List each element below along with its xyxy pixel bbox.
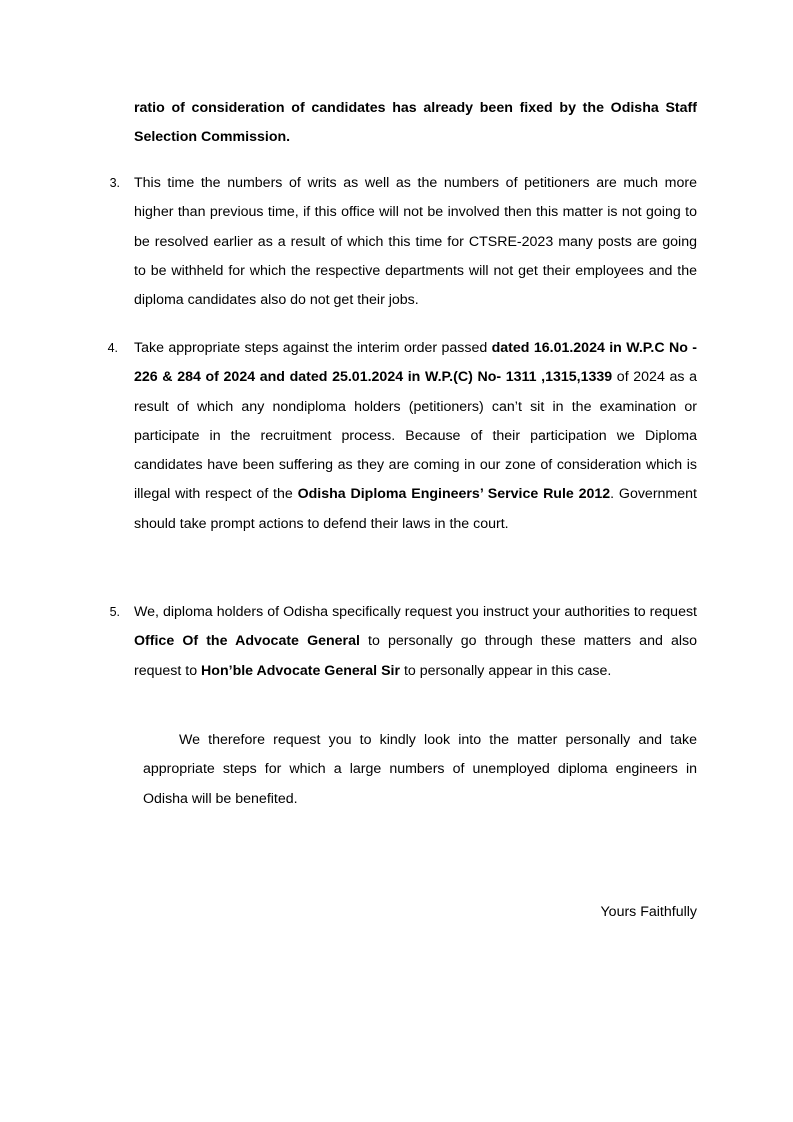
point-5-text-2: to personally go through these matters and also request to	[134, 633, 697, 679]
point-5-text-3: to personally appear in this case.	[400, 662, 612, 679]
point-5-text-1: We, diploma holders of Odisha specifically request you instruct your authorities to request	[134, 604, 697, 620]
item-number: 3.	[109, 176, 120, 190]
point-3-paragraph: This time the numbers of writs as well as the numbers of petitioners are much more higher than previous time, if this office will not be involved then this matter is not going to be resolved earlier as a result of which this time for CTSRE-2023 many posts are going to be withheld for which the respective departments will not get their employees and the diploma candidates also do not get their jobs.	[134, 175, 697, 309]
point-4-text-3: . Government should take prompt actions to defend their laws in the court.	[134, 486, 697, 532]
item-number: 4.	[107, 341, 118, 355]
closing-paragraph: We therefore request you to kindly look into the matter personally and take appropriate steps for which a large numbers of unemployed diploma engineers in Odisha will be benefited.	[143, 732, 697, 807]
point-4-paragraph	[134, 334, 697, 539]
point-5-advocate-title: Hon’ble Advocate General Sir	[201, 662, 400, 679]
point-4-case-reference: dated 16.01.2024 in W.P.C No - 226 & 284 of 2024 and dated 25.01.2024 in W.P.(C) No- 1311 ,1315,1339	[134, 340, 697, 386]
point-4-service-rule: Odisha Diploma Engineers’ Service Rule 2012	[297, 486, 611, 503]
item-number: 5.	[109, 605, 120, 619]
point-5-office-name: Office Of the Advocate General	[134, 633, 360, 650]
intro-paragraph: ratio of consideration of candidates has already been fixed by the Odisha Staff Selection Commission.	[134, 100, 697, 146]
point-4-text-2: of 2024 as a result of which any nondiploma holders (petitioners) can’t sit in the examination or participate in the recruitment process. Because of their participation we Diploma candidates have been suffering as they are coming in our zone of consideration which is illegal with respect of the	[134, 369, 697, 503]
point-5-paragraph	[134, 598, 697, 686]
signoff: Yours Faithfully	[600, 904, 697, 920]
point-4-text-1: Take appropriate steps against the interim order passed	[134, 340, 492, 356]
